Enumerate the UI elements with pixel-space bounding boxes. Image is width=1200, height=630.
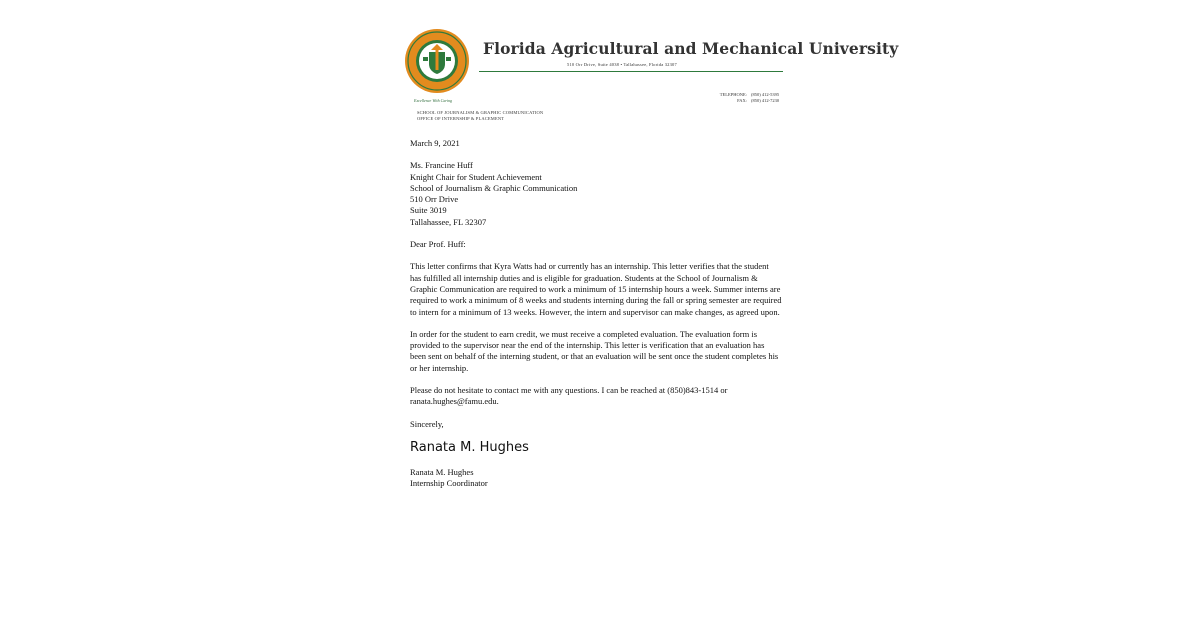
office-name: OFFICE OF INTERNSHIP & PLACEMENT (417, 116, 505, 121)
telephone-label: TELEPHONE: (719, 92, 747, 97)
letter-page (399, 14, 899, 614)
recipient-suite: Suite 3019 (410, 205, 447, 216)
letter-date: March 9, 2021 (410, 138, 460, 148)
university-name: Florida Agricultural and Mechanical University (483, 39, 899, 58)
office-school: SCHOOL OF JOURNALISM & GRAPHIC COMMUNICATION (417, 110, 544, 115)
paragraph-3: Please do not hesitate to contact me with any questions. I can be reached at (850)843-1514 or ranata.hughes@famu.edu. (410, 385, 728, 407)
recipient-street: 510 Orr Drive (410, 194, 459, 205)
letterhead (399, 14, 899, 126)
fax-number: (850) 412-7230 (751, 98, 780, 103)
recipient-department: School of Journalism & Graphic Communication (410, 182, 578, 193)
paragraph-1: This letter confirms that Kyra Watts had or currently has an internship. This letter verifies that the student has fulfilled all internship duties and is eligible for graduation. Students at the School of Journalism & Graphic Communication are required to work a minimum of 15 internship hours a week. Summer interns are required to work a minimum of 8 weeks and students interning during the fall or spring semester are required to intern for a minimum of 13 weeks. However, the intern and supervisor can make changes, as agreed upon. (410, 261, 782, 317)
fax-label: FAX: (737, 98, 747, 103)
letter-body (410, 138, 782, 490)
recipient-name: Ms. Francine Huff (410, 160, 473, 171)
closing: Sincerely, (410, 418, 444, 429)
telephone-number: (850) 412-5395 (751, 92, 780, 97)
signature: Ranata M. Hughes (410, 439, 529, 455)
university-address: 510 Orr Drive, Suite 4038 • Tallahassee, Florida 32307 (567, 62, 677, 67)
office-block (417, 110, 543, 122)
contact-block (719, 92, 779, 104)
recipient-title: Knight Chair for Student Achievement (410, 171, 542, 182)
signer-title: Internship Coordinator (410, 478, 488, 489)
university-seal-icon (404, 28, 470, 94)
salutation: Dear Prof. Huff: (410, 239, 466, 250)
recipient-city: Tallahassee, FL 32307 (410, 216, 487, 227)
letterhead-rule (479, 71, 783, 72)
university-tagline: Excellence With Caring (414, 98, 452, 103)
signer-name: Ranata M. Hughes (410, 466, 474, 477)
paragraph-2: In order for the student to earn credit, we must receive a completed evaluation. The evaluation form is provided to the supervisor near the end of the internship. This letter is verification that an evaluation has been sent on behalf of the interning student, or that an evaluation will be sent once the student completes his or her internship. (410, 328, 779, 373)
